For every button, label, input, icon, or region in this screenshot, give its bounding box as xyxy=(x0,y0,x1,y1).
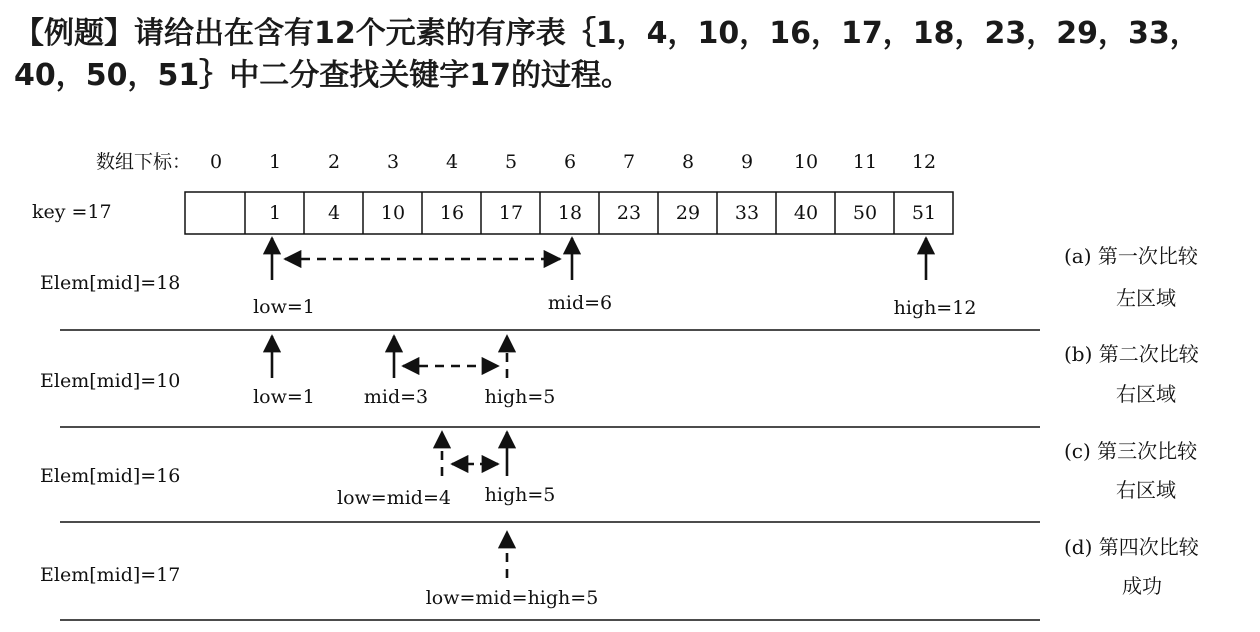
index-3: 3 xyxy=(386,151,400,173)
array-cell-8: 29 xyxy=(675,202,701,224)
step-c-high-label: high=5 xyxy=(484,484,556,506)
step-b-mid-label: mid=3 xyxy=(363,386,429,408)
step-separators xyxy=(60,330,1040,620)
array-cell-1: 1 xyxy=(268,202,282,224)
step-a-caption-line-2: 左区域 xyxy=(1116,286,1176,310)
step-b-caption-line-2: 右区域 xyxy=(1116,382,1176,406)
index-11: 11 xyxy=(852,151,878,173)
step-b-elem-mid: Elem[mid]=10 xyxy=(40,370,181,392)
array-cell-7: 23 xyxy=(616,202,642,224)
step-c-low-mid-label: low=mid=4 xyxy=(337,487,451,509)
step-a-high-label: high=12 xyxy=(893,297,977,319)
step-a-low-label: low=1 xyxy=(253,296,315,318)
step-c-caption-line-1: (c) 第三次比较 xyxy=(1064,439,1198,463)
key-label: key =17 xyxy=(32,201,112,223)
array-cell-2: 4 xyxy=(327,202,341,224)
index-2: 2 xyxy=(327,151,341,173)
array-cell-3: 10 xyxy=(380,202,406,224)
step-a-elem-mid: Elem[mid]=18 xyxy=(40,272,181,294)
index-10: 10 xyxy=(793,151,819,173)
array-cell-11: 50 xyxy=(852,202,878,224)
array-cell-4: 16 xyxy=(439,202,465,224)
step-d-caption-line-1: (d) 第四次比较 xyxy=(1064,535,1199,559)
index-8: 8 xyxy=(681,151,695,173)
array-cell-10: 40 xyxy=(793,202,819,224)
step-d-caption-line-2: 成功 xyxy=(1122,574,1162,598)
array-cell-6: 18 xyxy=(557,202,583,224)
step-d-low-mid-high-label: low=mid=high=5 xyxy=(425,587,599,609)
pointer-arrows xyxy=(272,238,926,578)
question-title-line-2: 40，50，51｝中二分查找关键字17的过程。 xyxy=(14,58,631,93)
index-6: 6 xyxy=(563,151,577,173)
index-row-label: 数组下标： xyxy=(96,151,192,173)
question-title-line-1: 【例题】请给出在含有12个元素的有序表｛1，4，10，16，17，18，23，29，33， xyxy=(14,16,1200,51)
array-cell-12: 51 xyxy=(911,202,937,224)
index-9: 9 xyxy=(740,151,754,173)
index-7: 7 xyxy=(622,151,636,173)
step-d-elem-mid: Elem[mid]=17 xyxy=(40,564,181,586)
index-0: 0 xyxy=(209,151,223,173)
array-cell-9: 33 xyxy=(734,202,760,224)
index-4: 4 xyxy=(445,151,459,173)
array-cell-0 xyxy=(186,192,246,234)
step-a-caption-line-1: (a) 第一次比较 xyxy=(1064,244,1198,268)
index-12: 12 xyxy=(911,151,937,173)
array-cell-5: 17 xyxy=(498,202,524,224)
step-b-caption-line-1: (b) 第二次比较 xyxy=(1064,342,1199,366)
step-c-elem-mid: Elem[mid]=16 xyxy=(40,465,181,487)
step-b-low-label: low=1 xyxy=(253,386,315,408)
index-1: 1 xyxy=(268,151,282,173)
step-b-high-label: high=5 xyxy=(484,386,556,408)
step-a-mid-label: mid=6 xyxy=(547,292,613,314)
index-5: 5 xyxy=(504,151,518,173)
step-c-caption-line-2: 右区域 xyxy=(1116,478,1176,502)
